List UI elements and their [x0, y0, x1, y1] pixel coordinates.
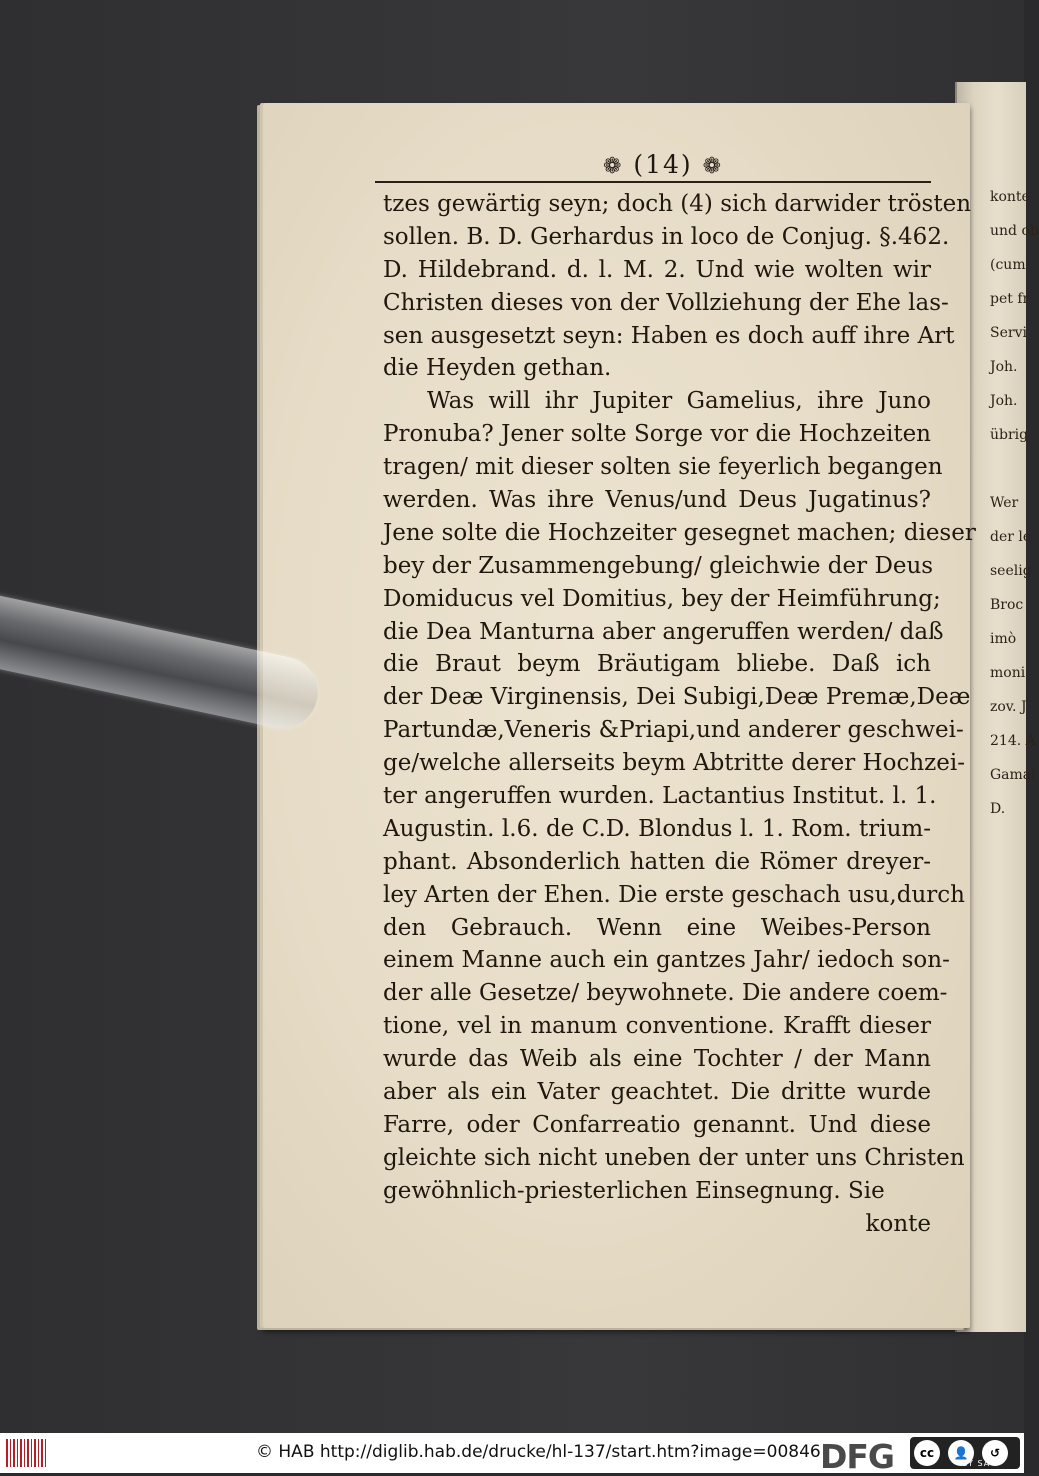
text-line: Jene solte die Hochzeiter gesegnet machen; dieser — [383, 519, 976, 546]
text-line: gewöhnlich-priesterlichen Einsegnung. Sie — [383, 1177, 885, 1204]
text-line: der Deæ Virginensis, Dei Subigi,Deæ Premæ,Deæ — [383, 684, 971, 711]
adjacent-text-fragment: Servi — [990, 325, 1027, 341]
header-rule — [375, 181, 931, 183]
by-icon: 👤 — [948, 1440, 974, 1466]
page-number: (14) — [633, 150, 693, 179]
text-line: der alle Gesetze/ beywohnete. Die andere coem- — [383, 980, 948, 1007]
adjacent-text-fragment: imò — [990, 631, 1017, 647]
adjacent-text-fragment: Joh. — [990, 359, 1018, 375]
barcode-icon — [6, 1439, 48, 1467]
text-line: tragen/ mit dieser solten sie feyerlich begangen — [383, 454, 943, 481]
text-line: ter angeruffen wurden. Lactantius Institut. l. 1. — [383, 783, 937, 810]
adjacent-text-fragment: seelig — [990, 563, 1032, 579]
text-line: einem Manne auch ein gantzes Jahr/ iedoch son- — [383, 947, 950, 974]
credit-link[interactable]: © HAB http://diglib.hab.de/drucke/hl-137/start.htm?image=00846 — [256, 1442, 821, 1462]
adjacent-text-fragment: pet fr — [990, 291, 1030, 307]
ornament-left-icon: ❁ — [602, 154, 624, 179]
adjacent-text-fragment: konte — [990, 189, 1030, 205]
text-line: ge/welche allerseits beym Abtritte derer Hochzei- — [383, 750, 965, 777]
adjacent-text-fragment: Gamal — [990, 767, 1036, 783]
text-line: den Gebrauch. Wenn eine Weibes-Person — [383, 914, 931, 941]
text-line: tione, vel in manum conventione. Krafft dieser — [383, 1013, 931, 1040]
text-line: Christen dieses von der Vollziehung der Ehe las- — [383, 289, 949, 316]
adjacent-text-fragment: D. — [990, 801, 1006, 817]
page-header — [583, 150, 743, 180]
text-line: Domiducus vel Domitius, bey der Heimführung; — [383, 585, 941, 612]
text-line: Farre, oder Confarreatio genannt. Und diese — [383, 1111, 931, 1138]
text-line: sen ausgesetzt seyn: Haben es doch auff ihre Art — [383, 322, 955, 349]
adjacent-text-fragment: und ob — [990, 223, 1039, 239]
adjacent-page-text — [990, 180, 1039, 880]
text-line: bey der Zusammengebung/ gleichwie der Deus — [383, 552, 934, 579]
adjacent-text-fragment: übrig — [990, 427, 1029, 443]
text-line: Partundæ,Veneris &Priapi,und anderer geschwei- — [383, 717, 964, 744]
text-line: D. Hildebrand. d. l. M. 2. Und wie wolten wir — [383, 256, 931, 283]
adjacent-text-fragment: Broc — [990, 597, 1024, 613]
text-line: phant. Absonderlich hatten die Römer dreyer- — [383, 848, 931, 875]
text-line: aber als ein Vater geachtet. Die dritte wurde — [383, 1079, 931, 1106]
adjacent-text-fragment: moni — [990, 665, 1026, 681]
body-text — [383, 188, 976, 1241]
ornament-right-icon: ❁ — [702, 154, 724, 179]
text-line: wurde das Weib als eine Tochter / der Mann — [383, 1046, 931, 1073]
adjacent-text-fragment: zov. J — [990, 699, 1027, 715]
cc-icon: cc — [914, 1440, 940, 1466]
text-line: die Braut beym Bräutigam bliebe. Daß ich — [383, 651, 931, 678]
adjacent-text-fragment — [990, 452, 1024, 486]
adjacent-text-fragment: Joh. — [990, 393, 1018, 409]
text-line: tzes gewärtig seyn; doch (4) sich darwider trösten — [383, 191, 972, 217]
license-badge[interactable] — [910, 1437, 1020, 1469]
sa-icon: ↺ — [982, 1440, 1008, 1466]
license-text: BY SA — [962, 1459, 991, 1468]
text-line: Pronuba? Jener solte Sorge vor die Hochzeiten — [383, 421, 931, 448]
text-line: gleichte sich nicht uneben der unter uns Christen — [383, 1144, 965, 1171]
adjacent-text-fragment: (cum — [990, 257, 1026, 273]
footer-bar — [0, 1433, 1024, 1476]
text-line: ley Arten der Ehen. Die erste geschach usu,durch — [383, 881, 965, 908]
dfg-logo: DFG — [820, 1437, 895, 1476]
catchword: konte — [865, 1210, 931, 1237]
text-line: die Heyden gethan. — [383, 355, 612, 382]
text-line: sollen. B. D. Gerhardus in loco de Conjug. §.462. — [383, 223, 950, 250]
adjacent-text-fragment: der le — [990, 529, 1032, 545]
text-line: Augustin. l.6. de C.D. Blondus l. 1. Rom. trium- — [383, 815, 931, 842]
text-line: die Dea Manturna aber angeruffen werden/ daß — [383, 618, 944, 645]
adjacent-text-fragment: Wer — [990, 495, 1019, 511]
book-page — [263, 103, 976, 1328]
text-line: werden. Was ihre Venus/und Deus Jugatinus? — [383, 487, 931, 514]
adjacent-text-fragment: 214. A — [990, 733, 1036, 749]
text-line: Was will ihr Jupiter Gamelius, ihre Juno — [427, 388, 931, 415]
